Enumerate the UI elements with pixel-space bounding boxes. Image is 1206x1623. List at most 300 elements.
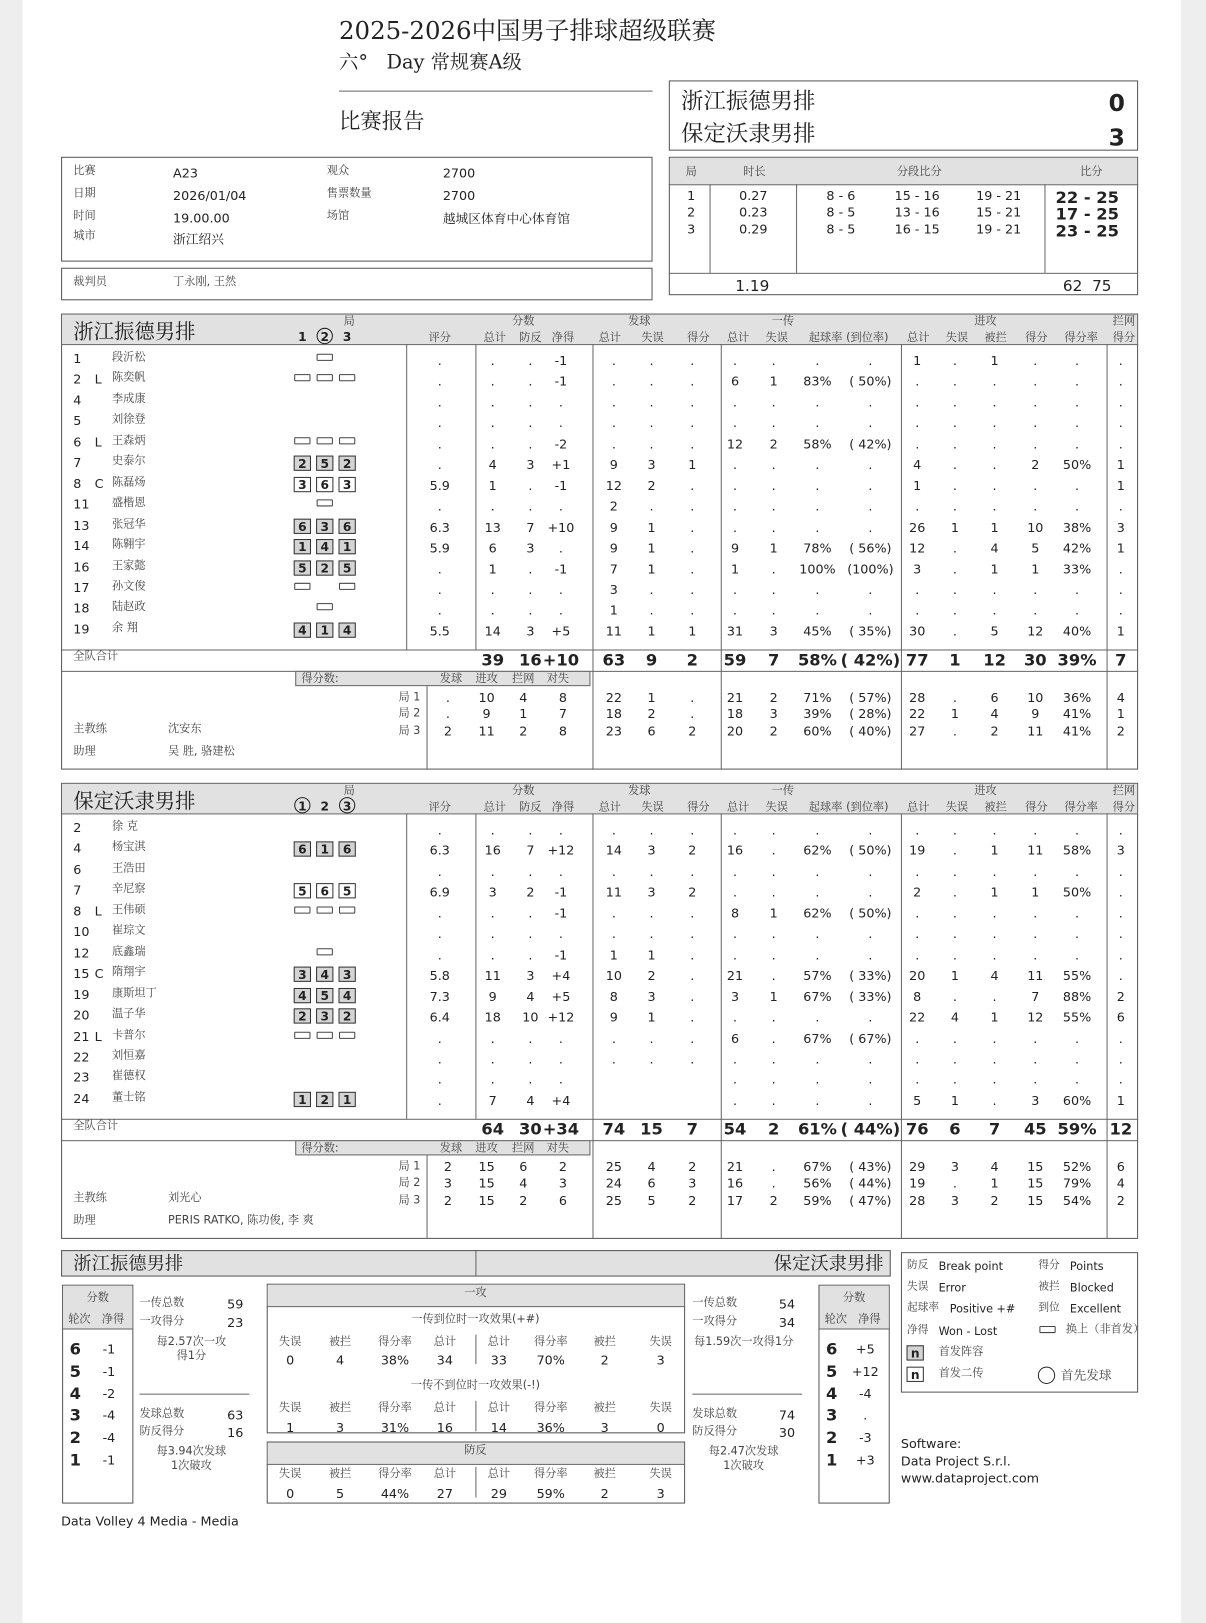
- set-row-cell: 9: [482, 705, 491, 722]
- stat-cell: .: [528, 394, 533, 410]
- stat-cell: .: [952, 436, 957, 452]
- stat-cell: .: [611, 373, 616, 389]
- team-total-cell: 59%: [1057, 1119, 1097, 1139]
- stat-cell: .: [815, 863, 820, 879]
- team-total-cell: 61%: [797, 1119, 837, 1139]
- legend-term: 失误: [907, 1280, 929, 1293]
- stat-cell: +5: [551, 623, 571, 639]
- stat-cell: 11: [605, 884, 622, 900]
- set-row-cell: 2: [688, 1158, 697, 1175]
- stat-cell: .: [868, 1051, 873, 1067]
- divider: [592, 813, 593, 1239]
- stat-cell: 1: [688, 456, 697, 473]
- stat-cell: .: [490, 498, 495, 514]
- breakpoint-value: 3: [656, 1485, 665, 1502]
- player-number: 11: [73, 496, 90, 512]
- player-name: 孙文俊: [111, 579, 146, 593]
- sideout-value: 38%: [380, 1352, 410, 1368]
- stat-cell: .: [952, 905, 957, 921]
- stat-cell: 57%: [803, 967, 832, 984]
- column-label: 失误: [765, 330, 788, 345]
- stat-cell: .: [690, 581, 695, 597]
- stat-label: 防反得分: [692, 1424, 738, 1438]
- stat-cell: .: [952, 498, 957, 514]
- player-name: 卡普尔: [111, 1027, 146, 1041]
- player-role: L: [94, 371, 102, 387]
- rotation-position-box: 6: [316, 883, 333, 898]
- stat-cell: .: [815, 415, 820, 431]
- stat-cell: 33%: [1062, 560, 1092, 577]
- team-total-cell: +34: [542, 1119, 580, 1139]
- stat-cell: ( 67%): [849, 1030, 892, 1046]
- rotation-position-box: 2: [294, 1008, 311, 1023]
- player-role: L: [94, 903, 102, 919]
- team-total-label: 全队合计: [73, 1118, 119, 1133]
- stat-cell: .: [915, 498, 920, 514]
- sideout-value: 4: [335, 1352, 345, 1368]
- report-subtitle: 六° Day 常规赛A级: [338, 51, 522, 74]
- player-name: 陈磊炀: [111, 475, 146, 489]
- set-row-cell: 79%: [1062, 1175, 1092, 1191]
- column-label: 防反: [519, 330, 542, 345]
- stat-cell: .: [1075, 394, 1080, 410]
- set-row-cell: 2: [519, 1192, 528, 1208]
- rotation-position-box: 6: [338, 842, 355, 857]
- divider: [721, 813, 722, 1239]
- stat-value: 23: [227, 1314, 244, 1331]
- set-partial-score: 8 - 5: [826, 204, 856, 220]
- points-breakdown-label: 得分数:: [301, 1141, 339, 1155]
- stat-cell: .: [490, 905, 495, 921]
- stat-cell: .: [1075, 498, 1080, 514]
- stat-cell: .: [868, 1009, 873, 1025]
- home-sets-won: 0: [1108, 90, 1125, 118]
- stat-cell: 1: [1116, 623, 1125, 639]
- stat-cell: .: [771, 519, 776, 535]
- stat-cell: .: [1033, 373, 1038, 389]
- rotation-position-box: 2: [338, 1008, 355, 1023]
- first-serve-circle-icon: [339, 797, 355, 813]
- stat-cell: .: [1075, 436, 1080, 452]
- stat-cell: 55%: [1062, 967, 1092, 984]
- rotation-net: +12: [851, 1363, 879, 1379]
- stat-cell: 10: [1027, 519, 1044, 535]
- stat-cell: .: [1118, 946, 1123, 963]
- stat-cell: .: [771, 602, 776, 618]
- stat-cell: ( 35%): [849, 623, 892, 639]
- set-row-cell: 4: [1116, 1175, 1125, 1191]
- set-row-cell: 18: [605, 705, 622, 722]
- stat-cell: .: [437, 1030, 442, 1046]
- stat-cell: .: [771, 822, 776, 838]
- info-label: 比赛: [73, 163, 96, 178]
- rotation-net: -4: [858, 1385, 872, 1401]
- stat-cell: 5.5: [429, 623, 450, 639]
- stat-cell: .: [528, 1071, 533, 1088]
- software-credit: Data Project S.r.l.: [900, 1453, 1011, 1469]
- stat-cell: .: [952, 540, 957, 556]
- sideout-col-label: 总计: [433, 1334, 457, 1348]
- stat-cell: 7: [526, 842, 535, 859]
- stat-cell: .: [952, 926, 957, 942]
- player-role: L: [94, 1028, 102, 1044]
- stat-cell: .: [732, 394, 738, 410]
- substitute-marker-icon: [317, 437, 333, 444]
- stat-cell: 10: [605, 967, 622, 984]
- stat-cell: .: [771, 394, 776, 410]
- stat-cell: 58%: [803, 436, 832, 452]
- stat-cell: .: [558, 926, 563, 942]
- legend-term: 得分: [1038, 1258, 1060, 1271]
- stat-cell: 83%: [803, 373, 832, 389]
- stat-cell: 18: [484, 1009, 501, 1025]
- stat-cell: .: [528, 477, 533, 493]
- team-total-cell: 12: [983, 649, 1006, 670]
- stat-cell: .: [771, 415, 776, 431]
- stat-cell: 9: [488, 988, 497, 1004]
- stat-cell: 4: [488, 456, 497, 473]
- set-row-cell: 36%: [1062, 689, 1092, 705]
- coach-label: 主教练: [73, 721, 107, 735]
- legend-substitute: 换上（非首发）: [1065, 1322, 1145, 1336]
- stat-cell: .: [690, 967, 695, 984]
- stat-cell: .: [1118, 863, 1123, 879]
- stat-cell: .: [528, 905, 533, 921]
- stat-cell: .: [611, 1051, 616, 1067]
- stat-cell: .: [690, 560, 695, 577]
- stat-cell: +5: [551, 988, 571, 1004]
- sideout-col-label: 得分率: [378, 1400, 412, 1415]
- stat-cell: 45%: [803, 623, 832, 639]
- team-total-cell: 15: [640, 1119, 663, 1139]
- stat-cell: 5.9: [429, 540, 450, 556]
- stat-cell: .: [992, 1051, 997, 1067]
- set-number: 3: [687, 221, 696, 237]
- stat-cell: .: [771, 1092, 776, 1108]
- sideout-good-title: 一传到位时一攻效果(+#): [411, 1312, 540, 1326]
- stat-cell: .: [732, 602, 738, 618]
- team-total-cell: 30: [519, 1119, 542, 1139]
- stat-cell: .: [771, 1071, 776, 1088]
- set-partial-score: 15 - 21: [976, 204, 1022, 220]
- stat-cell: ( 50%): [849, 373, 892, 389]
- stat-cell: .: [1075, 352, 1080, 369]
- breakpoint-col-label: 失误: [649, 1466, 672, 1481]
- stat-cell: 11: [605, 623, 622, 639]
- sideout-col-label: 得分率: [378, 1334, 412, 1348]
- player-name: 张冠华: [111, 516, 146, 530]
- set-row-cell: 16: [726, 1175, 744, 1191]
- column-group-label: 局: [343, 783, 355, 798]
- player-number: 21: [73, 1028, 90, 1044]
- stat-cell: 3: [647, 456, 656, 473]
- stat-cell: .: [915, 581, 920, 597]
- stat-cell: .: [952, 623, 957, 639]
- stat-cell: .: [992, 373, 997, 389]
- stat-cell: .: [915, 1030, 920, 1046]
- stat-cell: .: [732, 415, 738, 431]
- player-role: C: [94, 965, 104, 981]
- sets-header: 局: [685, 164, 697, 179]
- stat-cell: .: [1118, 373, 1123, 389]
- stat-cell: 16: [726, 842, 744, 859]
- rotation-net: -4: [102, 1429, 116, 1446]
- divider: [1107, 813, 1108, 1239]
- rotation-position-box: 4: [316, 967, 333, 982]
- divider: [669, 273, 1138, 274]
- rotation-position-box: 3: [316, 518, 333, 533]
- set-row-cell: 28: [909, 1192, 926, 1208]
- stat-cell: 1: [990, 560, 999, 577]
- stat-cell: .: [992, 1030, 997, 1046]
- stat-cell: 1: [990, 842, 999, 859]
- stat-cell: 100%: [799, 560, 836, 577]
- substitute-marker-icon: [339, 437, 355, 444]
- stat-cell: .: [558, 602, 563, 618]
- divider: [61, 649, 1138, 650]
- divider: [710, 184, 711, 273]
- stat-cell: .: [1075, 373, 1080, 389]
- sideout-value: 31%: [380, 1419, 410, 1435]
- legend-meaning: Blocked: [1069, 1281, 1114, 1295]
- stat-cell: 67%: [803, 1030, 832, 1046]
- player-role: C: [94, 475, 104, 491]
- set-row-cell: 21: [726, 1158, 744, 1175]
- rotation-number: 6: [826, 1339, 838, 1359]
- stat-cell: .: [1033, 394, 1038, 410]
- stat-cell: .: [771, 1009, 776, 1025]
- stat-cell: 11: [484, 967, 501, 984]
- stat-cell: .: [815, 477, 820, 493]
- stat-cell: .: [690, 1051, 695, 1067]
- stat-cell: .: [815, 352, 820, 369]
- stat-cell: ( 33%): [849, 988, 892, 1004]
- stat-cell: .: [528, 863, 533, 879]
- stat-cell: .: [649, 1051, 654, 1067]
- rotation-position-box: 6: [294, 842, 311, 857]
- set-row-cell: ( 47%): [849, 1192, 892, 1208]
- player-number: 24: [73, 1090, 90, 1106]
- column-group-label: 一传: [771, 314, 795, 328]
- stat-cell: .: [1118, 436, 1123, 452]
- stat-cell: .: [732, 352, 738, 369]
- info-label: 日期: [73, 186, 96, 200]
- set-row-cell: 11: [478, 723, 495, 739]
- stat-cell: .: [437, 456, 442, 473]
- stat-value: 16: [227, 1424, 244, 1440]
- set-partial-score: 19 - 21: [976, 221, 1022, 237]
- set-partial-score: 13 - 16: [894, 204, 940, 220]
- player-number: 23: [73, 1069, 90, 1086]
- player-number: 6: [73, 433, 82, 450]
- stat-cell: 3: [526, 623, 535, 639]
- stat-cell: .: [732, 456, 738, 473]
- stat-cell: .: [732, 946, 738, 963]
- divider: [475, 344, 476, 649]
- rotation-net: -1: [102, 1363, 116, 1379]
- set-number: 1: [687, 187, 696, 204]
- stat-cell: .: [915, 926, 920, 942]
- player-number: 1: [73, 350, 82, 366]
- stat-cell: .: [437, 373, 442, 389]
- team-total-cell: 7: [768, 649, 780, 670]
- substitute-marker-icon: [339, 906, 355, 913]
- info-label: 场馆: [326, 208, 350, 222]
- breakpoint-col-label: 得分率: [378, 1466, 412, 1481]
- stat-divider: [692, 1394, 802, 1395]
- stat-cell: .: [1033, 436, 1038, 452]
- rotation-number: 4: [826, 1383, 838, 1403]
- column-label: 总计: [726, 800, 750, 814]
- stat-cell: 6.4: [429, 1009, 450, 1025]
- sideout-col-label: 总计: [487, 1400, 511, 1415]
- stat-cell: .: [952, 456, 957, 473]
- stat-cell: .: [437, 394, 442, 410]
- stat-cell: .: [490, 352, 495, 369]
- set-row-cell: 25: [605, 1158, 622, 1175]
- set-row-cell: ( 43%): [849, 1158, 892, 1175]
- stat-cell: .: [437, 946, 442, 963]
- player-number: 7: [73, 882, 82, 898]
- stat-cell: .: [437, 436, 442, 452]
- stat-cell: 1: [990, 1009, 999, 1025]
- set-row-cell: 2: [443, 1192, 452, 1208]
- stat-cell: 2: [609, 498, 618, 514]
- stat-cell: 3: [1116, 842, 1125, 859]
- stat-cell: .: [771, 477, 776, 493]
- stat-cell: .: [952, 822, 957, 838]
- stat-cell: .: [771, 498, 776, 514]
- breakpoint-col-label: 被拦: [593, 1466, 616, 1481]
- set-row-label: 局 3: [398, 723, 421, 738]
- team-total-cell: 12: [1109, 1119, 1133, 1139]
- column-label: 总计: [598, 800, 621, 814]
- stat-cell: .: [649, 822, 654, 838]
- stat-cell: .: [732, 519, 738, 535]
- stat-cell: 42%: [1062, 540, 1092, 556]
- stat-cell: .: [528, 560, 533, 577]
- set-row-cell: 2: [688, 1192, 697, 1208]
- coach-name: 刘光心: [167, 1191, 202, 1205]
- rotation-number: 5: [69, 1361, 82, 1381]
- info-value: A23: [173, 165, 198, 181]
- sideout-col-label: 失误: [649, 1400, 672, 1415]
- set-row-cell: 6: [990, 689, 999, 705]
- stat-cell: .: [815, 602, 820, 618]
- stat-cell: .: [732, 1051, 738, 1067]
- stat-cell: .: [437, 1092, 442, 1108]
- stat-cell: .: [490, 863, 495, 879]
- player-name: 温子华: [111, 1006, 146, 1021]
- stat-cell: 38%: [1062, 519, 1092, 535]
- rotation-position-box: 2: [338, 456, 355, 471]
- column-label: 得分率: [1064, 800, 1098, 814]
- stat-cell: .: [732, 926, 738, 942]
- team-total-cell: 6: [949, 1119, 961, 1139]
- substitute-marker-icon: [339, 375, 355, 382]
- team-total-cell: 1: [949, 649, 961, 670]
- stat-cell: .: [690, 373, 695, 389]
- stat-cell: .: [558, 1051, 563, 1067]
- starting-lineup-box-icon: n: [907, 1345, 924, 1360]
- substitute-marker-icon: [294, 437, 310, 444]
- sideout-value: 70%: [536, 1352, 565, 1368]
- sideout-value: 0: [656, 1419, 665, 1435]
- report-heading: 比赛报告: [338, 108, 425, 134]
- column-group-label: 分数: [512, 783, 535, 798]
- stat-cell: 11: [1027, 842, 1044, 859]
- first-serve-circle-icon: [317, 328, 333, 344]
- substitute-marker-icon: [294, 906, 310, 913]
- sideout-col-label: 得分率: [533, 1400, 568, 1415]
- page-footer: Data Volley 4 Media - Media: [61, 1513, 239, 1529]
- set-row-cell: 3: [443, 1175, 452, 1191]
- set-duration: 0.29: [739, 221, 768, 237]
- stat-cell: .: [437, 352, 442, 369]
- set-row-cell: 28: [909, 689, 926, 705]
- points-breakdown-header: 对失: [546, 1141, 570, 1155]
- stat-cell: .: [915, 373, 920, 389]
- referee-box: [61, 268, 652, 301]
- stat-cell: .: [528, 1051, 533, 1067]
- rotation-position-box: 3: [294, 967, 311, 982]
- stat-cell: .: [490, 1051, 495, 1067]
- rotation-col-label: 轮次: [68, 1312, 91, 1326]
- breakpoint-title: 防反: [464, 1443, 487, 1457]
- set-row-cell: 22: [909, 705, 926, 722]
- breakpoint-value: 27: [436, 1485, 453, 1502]
- stat-cell: 1: [1031, 884, 1040, 900]
- stat-cell: .: [611, 863, 616, 879]
- stat-cell: 1: [769, 905, 778, 921]
- stat-cell: 1: [769, 373, 778, 389]
- team-total-cell: 39%: [1057, 649, 1097, 670]
- stat-cell: 12: [909, 540, 926, 556]
- rotation-position-box: 6: [338, 518, 355, 533]
- rotation-position-box: 2: [294, 456, 311, 471]
- column-label: 总计: [483, 800, 506, 814]
- player-number: 19: [73, 621, 90, 637]
- stat-cell: .: [649, 436, 654, 452]
- substitute-marker-icon: [317, 906, 333, 913]
- stat-cell: .: [952, 1071, 957, 1088]
- stat-cell: .: [437, 581, 442, 597]
- rotation-position-box: 5: [294, 883, 311, 898]
- stat-cell: .: [649, 581, 654, 597]
- stat-cell: .: [528, 1030, 533, 1046]
- player-number: 12: [73, 944, 90, 961]
- info-value: 越城区体育中心体育馆: [442, 210, 571, 226]
- column-label: 总计: [907, 800, 930, 814]
- stat-cell: 1: [688, 623, 697, 639]
- stat-cell: 19: [909, 842, 926, 859]
- stat-cell: .: [732, 863, 738, 879]
- rotation-position-box: 1: [294, 539, 311, 554]
- stat-cell: .: [815, 884, 820, 900]
- stat-cell: .: [992, 946, 997, 963]
- stat-cell: .: [952, 988, 957, 1004]
- player-number: 2: [73, 819, 82, 836]
- stat-cell: .: [649, 926, 654, 942]
- sideout-value: 33: [490, 1352, 507, 1368]
- stat-cell: 1: [730, 560, 740, 577]
- stat-cell: .: [992, 456, 997, 473]
- set-row-cell: 2: [688, 723, 697, 739]
- stat-cell: .: [558, 415, 563, 431]
- points-breakdown-label: 得分数:: [301, 671, 339, 686]
- sideout-value: 14: [490, 1419, 507, 1435]
- rotation-position-box: 1: [316, 842, 333, 857]
